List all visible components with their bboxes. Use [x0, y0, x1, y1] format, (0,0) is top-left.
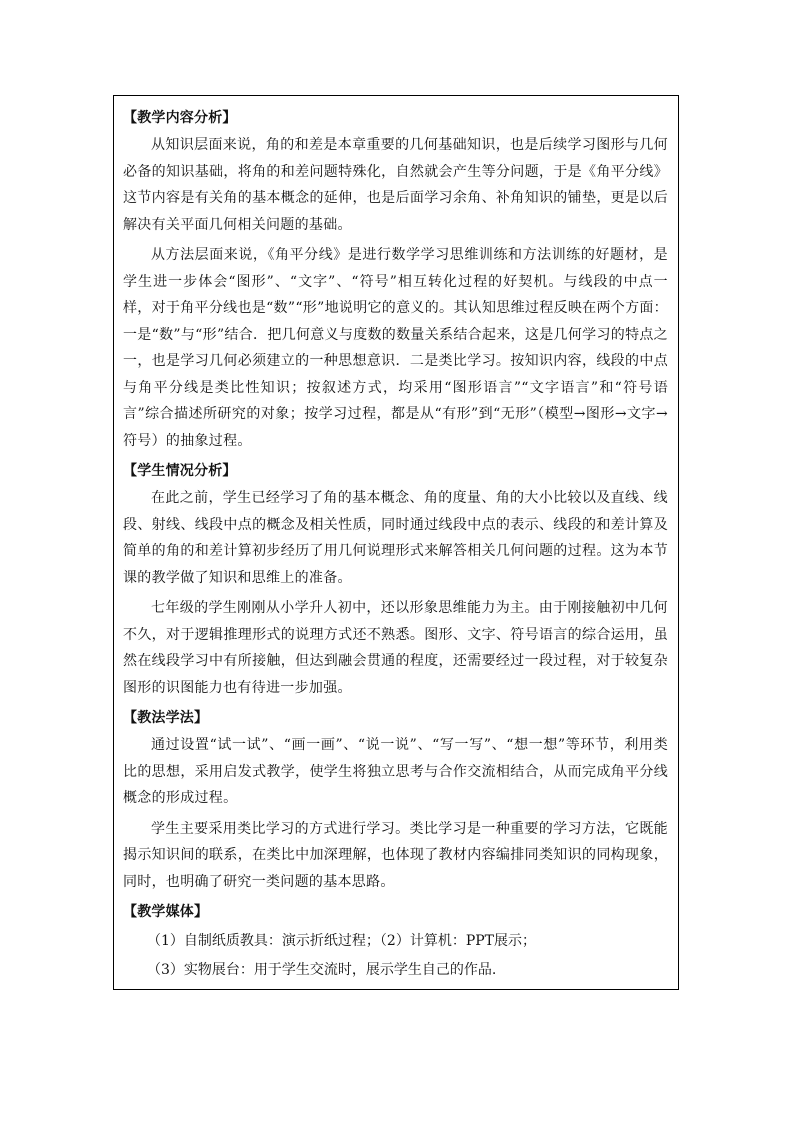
- paragraph-learning-approach: 学生主要采用类比学习的方式进行学习。类比学习是一种重要的学习方法，它既能揭示知识间的联系，在类比中加深理解，也体现了教材内容编排同类知识的同构现象，同时，也明确了研究一类问题的基本思路。: [123, 820, 668, 890]
- paragraph-method-level: 从方法层面来说，《角平分线》是进行数学学习思维训练和方法训练的好题材，是学生进一步体会“图形”、“文字”、“符号”相互转化过程的好契机。与线段的中点一样，对于角平分线也是“数”“形”地说明它的意义的。其认知思维过程反映在两个方面：一是“数”与“形”结合．把几何意义与度数的数量关系结合起来，这是几何学习的特点之一，也是学习几何必须建立的一种思想意识．二是类比学习。按知识内容，线段的中点与角平分线是类比性知识；按叙述方式，均采用“图形语言”“文字语言”和“符号语言”综合描述所研究的对象；按学习过程，都是从“有形”到“无形”（模型→图形→文字→符号）的抽象过程。: [123, 247, 668, 449]
- paragraph-grade-seven-students: 七年级的学生刚刚从小学升人初中，还以形象思维能力为主。由于刚接触初中几何不久，对于逻辑推理形式的说理方式还不熟悉。图形、文字、符号语言的综合运用，虽然在线段学习中有所接触，但达到融会贯通的程度，还需要经过一段过程，对于较复杂图形的识图能力也有待进一步加强。: [123, 600, 668, 696]
- lesson-plan-table-cell: [113, 95, 679, 990]
- section-heading-teaching-methods: 【教法学法】: [123, 710, 209, 726]
- media-item-line-1: （1）自制纸质教具：演示折纸过程；（2）计算机：PPT展示；: [147, 933, 536, 949]
- paragraph-prior-knowledge: 在此之前，学生已经学习了角的基本概念、角的度量、角的大小比较以及直线、线段、射线、线段中点的概念及相关性质，同时通过线段中点的表示、线段的和差计算及简单的角的和差计算初步经历了用几何说理形式来解答相关几何问题的过程。这为本节课的教学做了知识和思维上的准备。: [123, 490, 668, 586]
- paragraph-teaching-approach: 通过设置“试一试”、“画一画”、“说一说”、“写一写”、“想一想”等环节，利用类比的思想，采用启发式教学，使学生将独立思考与合作交流相结合，从而完成角平分线概念的形成过程。: [123, 737, 668, 806]
- section-heading-teaching-media: 【教学媒体】: [123, 904, 209, 920]
- paragraph-knowledge-level: 从知识层面来说，角的和差是本章重要的几何基础知识，也是后续学习图形与几何必备的知识基础，将角的和差问题特殊化，自然就会产生等分问题，于是《角平分线》这节内容是有关角的基本概念的延伸，也是后面学习余角、补角知识的铺垫，更是以后解决有关平面几何相关问题的基础。: [123, 137, 668, 233]
- section-heading-student-analysis: 【学生情况分析】: [123, 463, 237, 479]
- section-heading-content-analysis: 【教学内容分析】: [123, 110, 237, 126]
- media-item-line-2: （3）实物展台：用于学生交流时，展示学生自己的作品.: [147, 962, 497, 978]
